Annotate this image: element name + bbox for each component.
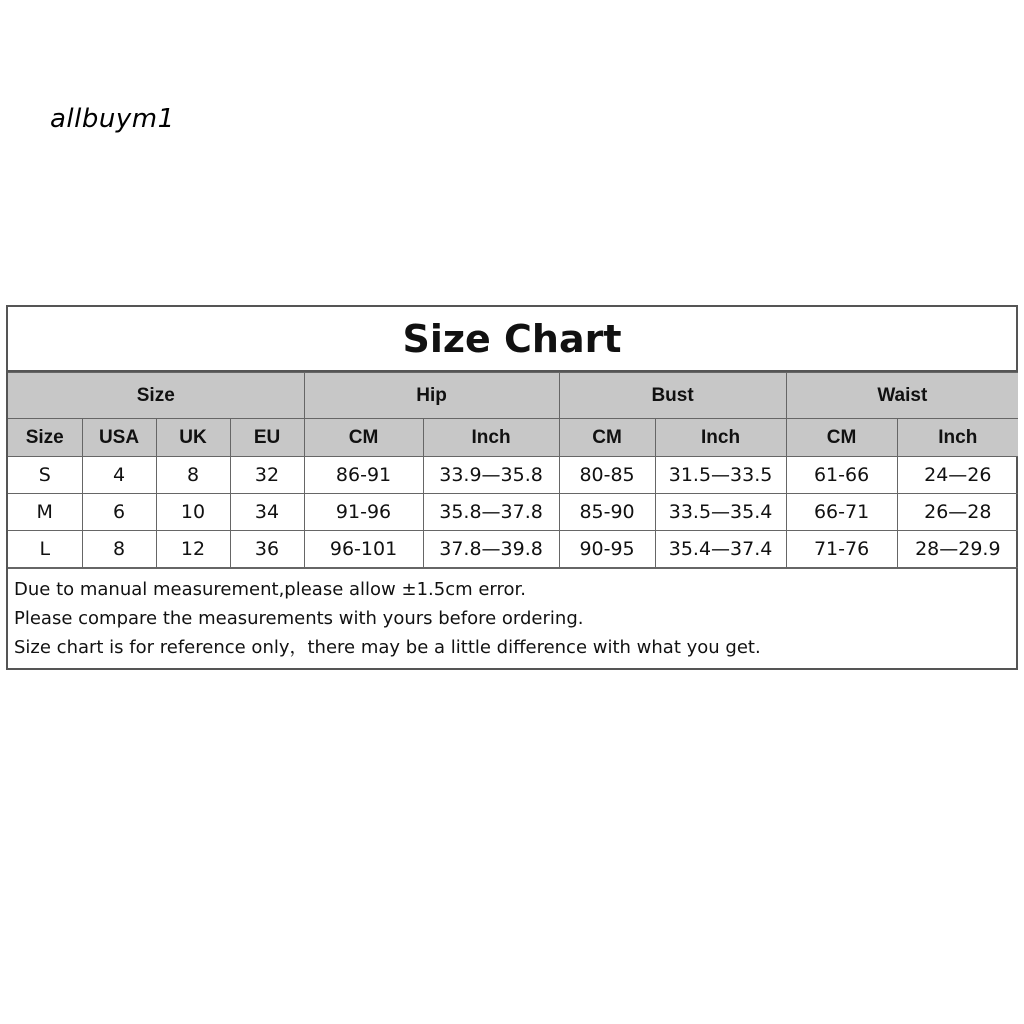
table-cell: 26—28 (897, 494, 1018, 531)
group-header-waist: Waist (786, 373, 1018, 419)
table-cell: 90-95 (559, 531, 655, 568)
col-header: Size (8, 419, 82, 457)
table-cell: 8 (82, 531, 156, 568)
table-cell: 31.5—33.5 (655, 457, 786, 494)
table-cell: 36 (230, 531, 304, 568)
table-cell: 37.8—39.8 (423, 531, 559, 568)
sub-header-row (8, 419, 1018, 457)
table-cell: 86-91 (304, 457, 423, 494)
table-cell: M (8, 494, 82, 531)
table-cell: 6 (82, 494, 156, 531)
col-header: UK (156, 419, 230, 457)
col-header: Inch (423, 419, 559, 457)
table-cell: 8 (156, 457, 230, 494)
note-line: Due to manual measurement,please allow ±1.5cm error. (14, 579, 526, 600)
size-chart (6, 305, 1018, 670)
table-cell: 85-90 (559, 494, 655, 531)
table-cell: 33.5—35.4 (655, 494, 786, 531)
table-cell: 12 (156, 531, 230, 568)
table-cell: 24—26 (897, 457, 1018, 494)
table-cell: S (8, 457, 82, 494)
table-cell: 91-96 (304, 494, 423, 531)
note-line: Size chart is for reference only，there may be a little difference with what you get. (14, 637, 761, 658)
group-header-row (8, 373, 1018, 419)
table-cell: 34 (230, 494, 304, 531)
table-cell: 10 (156, 494, 230, 531)
table-cell: 35.8—37.8 (423, 494, 559, 531)
table-row (8, 457, 1018, 494)
note-line: Please compare the measurements with yours before ordering. (14, 608, 584, 629)
table-cell: 28—29.9 (897, 531, 1018, 568)
table-row (8, 494, 1018, 531)
table-cell: 96-101 (304, 531, 423, 568)
size-table (8, 372, 1018, 568)
group-header-size: Size (8, 373, 304, 419)
table-cell: 61-66 (786, 457, 897, 494)
table-cell: 4 (82, 457, 156, 494)
watermark-text: allbuym1 (50, 104, 175, 134)
col-header: CM (304, 419, 423, 457)
table-row (8, 531, 1018, 568)
table-cell: 32 (230, 457, 304, 494)
col-header: Inch (897, 419, 1018, 457)
table-cell: 33.9—35.8 (423, 457, 559, 494)
table-cell: 35.4—37.4 (655, 531, 786, 568)
col-header: Inch (655, 419, 786, 457)
table-cell: 71-76 (786, 531, 897, 568)
table-cell: 66-71 (786, 494, 897, 531)
notes-block (8, 568, 1016, 668)
chart-title: Size Chart (8, 307, 1016, 372)
col-header: EU (230, 419, 304, 457)
col-header: CM (786, 419, 897, 457)
group-header-bust: Bust (559, 373, 786, 419)
table-cell: L (8, 531, 82, 568)
col-header: USA (82, 419, 156, 457)
group-header-hip: Hip (304, 373, 559, 419)
table-cell: 80-85 (559, 457, 655, 494)
col-header: CM (559, 419, 655, 457)
